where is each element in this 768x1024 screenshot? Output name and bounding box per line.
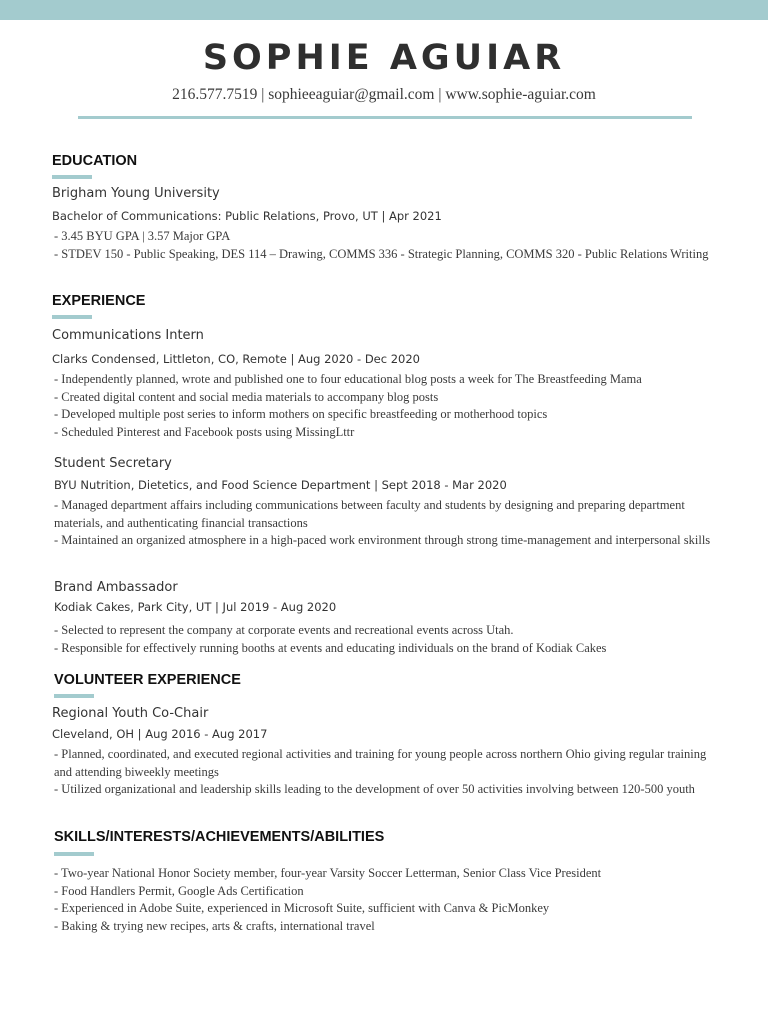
- section-title-volunteer: VOLUNTEER EXPERIENCE: [54, 672, 241, 688]
- list-item: - 3.45 BYU GPA | 3.57 Major GPA: [54, 229, 231, 243]
- entry-meta-byu: Bachelor of Communications: Public Relations, Provo, UT | Apr 2021: [52, 209, 442, 223]
- entry-title-regional-youth-co-chair: Regional Youth Co-Chair: [52, 706, 209, 721]
- list-item: - Managed department affairs including communications between faculty and students by designing and preparing department materials, and authenticating financial transactions: [54, 498, 685, 530]
- list-item: - Responsible for effectively running booths at events and educating individuals on the brand of Kodiak Cakes: [54, 640, 607, 655]
- list-item: - Maintained an organized atmosphere in a high-paced work environment through strong time-management and interpersonal skills: [54, 533, 711, 547]
- list-item: - Developed multiple post series to inform mothers on specific breastfeeding or motherhood topics: [54, 407, 548, 421]
- resume-name: SOPHIE AGUIAR: [202, 38, 566, 78]
- entry-bullets-byu: [54, 228, 714, 263]
- list-item: - STDEV 150 - Public Speaking, DES 114 – Drawing, COMMS 336 - Strategic Planning, COMMS 320 - Public Relations Writing: [54, 246, 709, 261]
- header-divider: [78, 116, 692, 119]
- section-title-experience: EXPERIENCE: [52, 293, 146, 309]
- entry-title-student-secretary: Student Secretary: [54, 456, 172, 471]
- list-item: - Experienced in Adobe Suite, experienced in Microsoft Suite, sufficient with Canva & PicMonkey: [54, 901, 550, 915]
- entry-title-communications-intern: Communications Intern: [52, 328, 204, 343]
- list-item: - Utilized organizational and leadership skills leading to the development of over 50 activities involving between 120-500 youth: [54, 782, 695, 796]
- list-item: - Planned, coordinated, and executed regional activities and training for young people across northern Ohio giving regular training and attending biweekly meetings: [54, 747, 707, 779]
- section-accent-education: [52, 175, 92, 179]
- list-item: - Scheduled Pinterest and Facebook posts using MissingLttr: [54, 424, 355, 439]
- entry-meta-student-secretary: BYU Nutrition, Dietetics, and Food Science Department | Sept 2018 - Mar 2020: [54, 478, 507, 492]
- list-item: - Food Handlers Permit, Google Ads Certification: [54, 883, 304, 898]
- entry-meta-communications-intern: Clarks Condensed, Littleton, CO, Remote | Aug 2020 - Dec 2020: [52, 352, 420, 366]
- list-item: - Two-year National Honor Society member, four-year Varsity Soccer Letterman, Senior Class Vice President: [54, 866, 602, 880]
- entry-meta-brand-ambassador: Kodiak Cakes, Park City, UT | Jul 2019 - Aug 2020: [54, 600, 337, 614]
- entry-bullets-communications-intern: [54, 371, 714, 441]
- entry-bullets-regional-youth-co-chair: [54, 746, 714, 799]
- list-item: - Baking & trying new recipes, arts & crafts, international travel: [54, 918, 375, 933]
- entry-bullets-brand-ambassador: [54, 622, 714, 657]
- entry-meta-regional-youth-co-chair: Cleveland, OH | Aug 2016 - Aug 2017: [52, 727, 268, 741]
- entry-title-byu: Brigham Young University: [52, 186, 220, 201]
- section-accent-skills: [54, 852, 94, 856]
- section-accent-volunteer: [54, 694, 94, 698]
- list-item: - Independently planned, wrote and published one to four educational blog posts a week for The Breastfeeding Mama: [54, 372, 642, 386]
- contact-line: 216.577.7519 | sophieeaguiar@gmail.com | www.sophie-aguiar.com: [172, 86, 596, 103]
- section-accent-experience: [52, 315, 92, 319]
- skills-bullets: [54, 865, 714, 935]
- list-item: - Created digital content and social media materials to accompany blog posts: [54, 389, 439, 404]
- list-item: - Selected to represent the company at corporate events and recreational events across Utah.: [54, 623, 514, 637]
- top-accent-bar: [0, 0, 768, 20]
- entry-bullets-student-secretary: [54, 497, 714, 550]
- entry-title-brand-ambassador: Brand Ambassador: [54, 580, 178, 595]
- section-title-skills: SKILLS/INTERESTS/ACHIEVEMENTS/ABILITIES: [54, 829, 385, 845]
- section-title-education: EDUCATION: [52, 153, 138, 169]
